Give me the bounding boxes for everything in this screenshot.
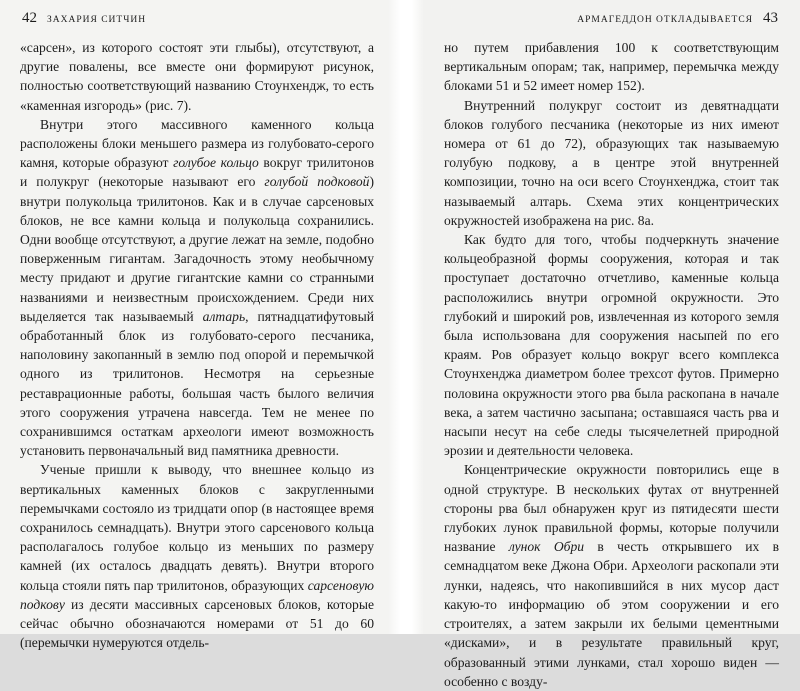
book-gutter — [388, 0, 424, 634]
text-run: из десяти массивных сарсеновых блоков, которые сейчас обычно обозначаются номерами от 51 до 60 (перемычки нумеруются отдель- — [20, 596, 374, 651]
paragraph — [20, 460, 374, 652]
text-run: «сарсен», из которого состоят эти глыбы), отсутствуют, а другие повалены, все вместе они формируют рисунок, полностью соответствующий названию Стоунхендж, то есть «каменная изгородь» (рис. 7). — [20, 40, 374, 113]
text-run: Ученые пришли к выводу, что внешнее кольцо из вертикальных каменных блоков с закругленными перемычками состояло из тридцати опор (в настоящее время сохранилось семнадцать). Внутри этого сарсенового кольца располагалось голубое кольцо из меньших по размеру камней (их осталось двадцать девять). Внутри второго кольца стояли пять пар трилитонов, образующих — [20, 462, 374, 593]
paragraph — [444, 96, 779, 230]
right-page-text — [444, 38, 779, 691]
left-running-title: ЗАХАРИЯ СИТЧИН — [47, 15, 147, 25]
paragraph — [444, 38, 779, 96]
left-page — [0, 0, 398, 651]
left-running-head — [22, 10, 146, 32]
text-run: вокруг трилитонов и полукруг (некоторые называют его — [20, 155, 374, 190]
emphasized-term: лунок Обри — [508, 539, 585, 555]
paragraph — [444, 230, 779, 460]
text-run: но путем прибавления 100 к соответствующим вертикальным опорам; так, например, перемычка между блоками 51 и 52 имеет номер 152). — [444, 40, 779, 94]
emphasized-term: сарсеновую подкову — [20, 577, 374, 612]
paragraph — [444, 460, 779, 690]
paragraph — [20, 115, 374, 461]
text-run: , пятнадцатифутовый обработанный блок из голубовато-серого песчаника, наполовину закопанный в землю под опорой и перемычкой одного из трилитонов. Несмотря на серьезные реставрационные работы, большая часть былого величия этого сооружения утрачена навсегда. Тем не менее по сохранившимся остаткам археологи имеют возможность установить первоначальный вид памятника древности. — [20, 308, 374, 459]
text-run: Концентрические окружности повторились еще в одной структуре. В нескольких футах от внутренней стороны рва был обнаружен круг из пятидесяти шести глубоких лунок правильной формы, которые получили название — [444, 462, 779, 555]
paragraph — [20, 38, 374, 115]
text-run: в честь открывшего их в семнадцатом веке Джона Обри. Археологи раскопали эти лунки, надеясь, что накопившийся в них мусор даст какую-то информацию об этом сооружении и его строителях, а затем закрыли их белыми цементными «дисками», и в результате правильный круг, образованный этими лунками, стал хорошо виден — особенно с возду- — [444, 539, 780, 689]
text-run: Как будто для того, чтобы подчеркнуть значение кольцеобразной формы сооружения, которая и так проступает достаточно отчетливо, каменные кольца расположились внутри огромной окружности. Это глубокий и широкий ров, извлеченная из которого земля была использована для сооружения насыпей по его краям. Ров образует кольцо вокруг всего комплекса Стоунхенджа диаметром более трехсот футов. Примерно половина окружности этого рва была раскопана в начале века, а затем частично засыпана; оставшаяся часть рва и насыпи несут на себе следы тысячелетней природной эрозии и деятельности человека. — [444, 232, 779, 459]
right-running-title: АРМАГЕДДОН ОТКЛАДЫВАЕТСЯ — [577, 15, 753, 25]
right-page-number: 43 — [763, 10, 778, 26]
right-page — [402, 0, 800, 689]
left-page-number: 42 — [22, 10, 37, 26]
emphasized-term: алтарь — [202, 308, 246, 324]
left-page-text — [20, 38, 374, 653]
emphasized-term: голубое кольцо — [173, 155, 259, 171]
emphasized-term: голубой подковой — [264, 174, 370, 190]
text-run: Внутри этого массивного каменного кольца расположены блоки меньшего размера из голубовато-серого камня, которые образуют — [20, 116, 374, 171]
text-run: ) внутри полукольца трилитонов. Как и в случае сарсеновых блоков, не все камни кольца и полукольца сохранились. Одни вообще отсутствуют, а другие лежат на земле, подобно поверженным гигантам. Загадочность этому необычному месту придают и другие гигантские камни со странными названиями и неизвестным происхождением. Среди них выделяется так называемый — [20, 174, 374, 324]
right-running-head — [577, 10, 778, 32]
text-run: Внутренний полукруг состоит из девятнадцати блоков голубого песчаника (некоторые из них имеют номера от 61 до 72), образующих так называемую голубую подкову, а в центре этой внутренней композиции, точно на оси всего Стоунхенджа, стоит так называемый алтарь. Схема этих концентрических окружностей изображена на рис. 8а. — [444, 97, 779, 228]
